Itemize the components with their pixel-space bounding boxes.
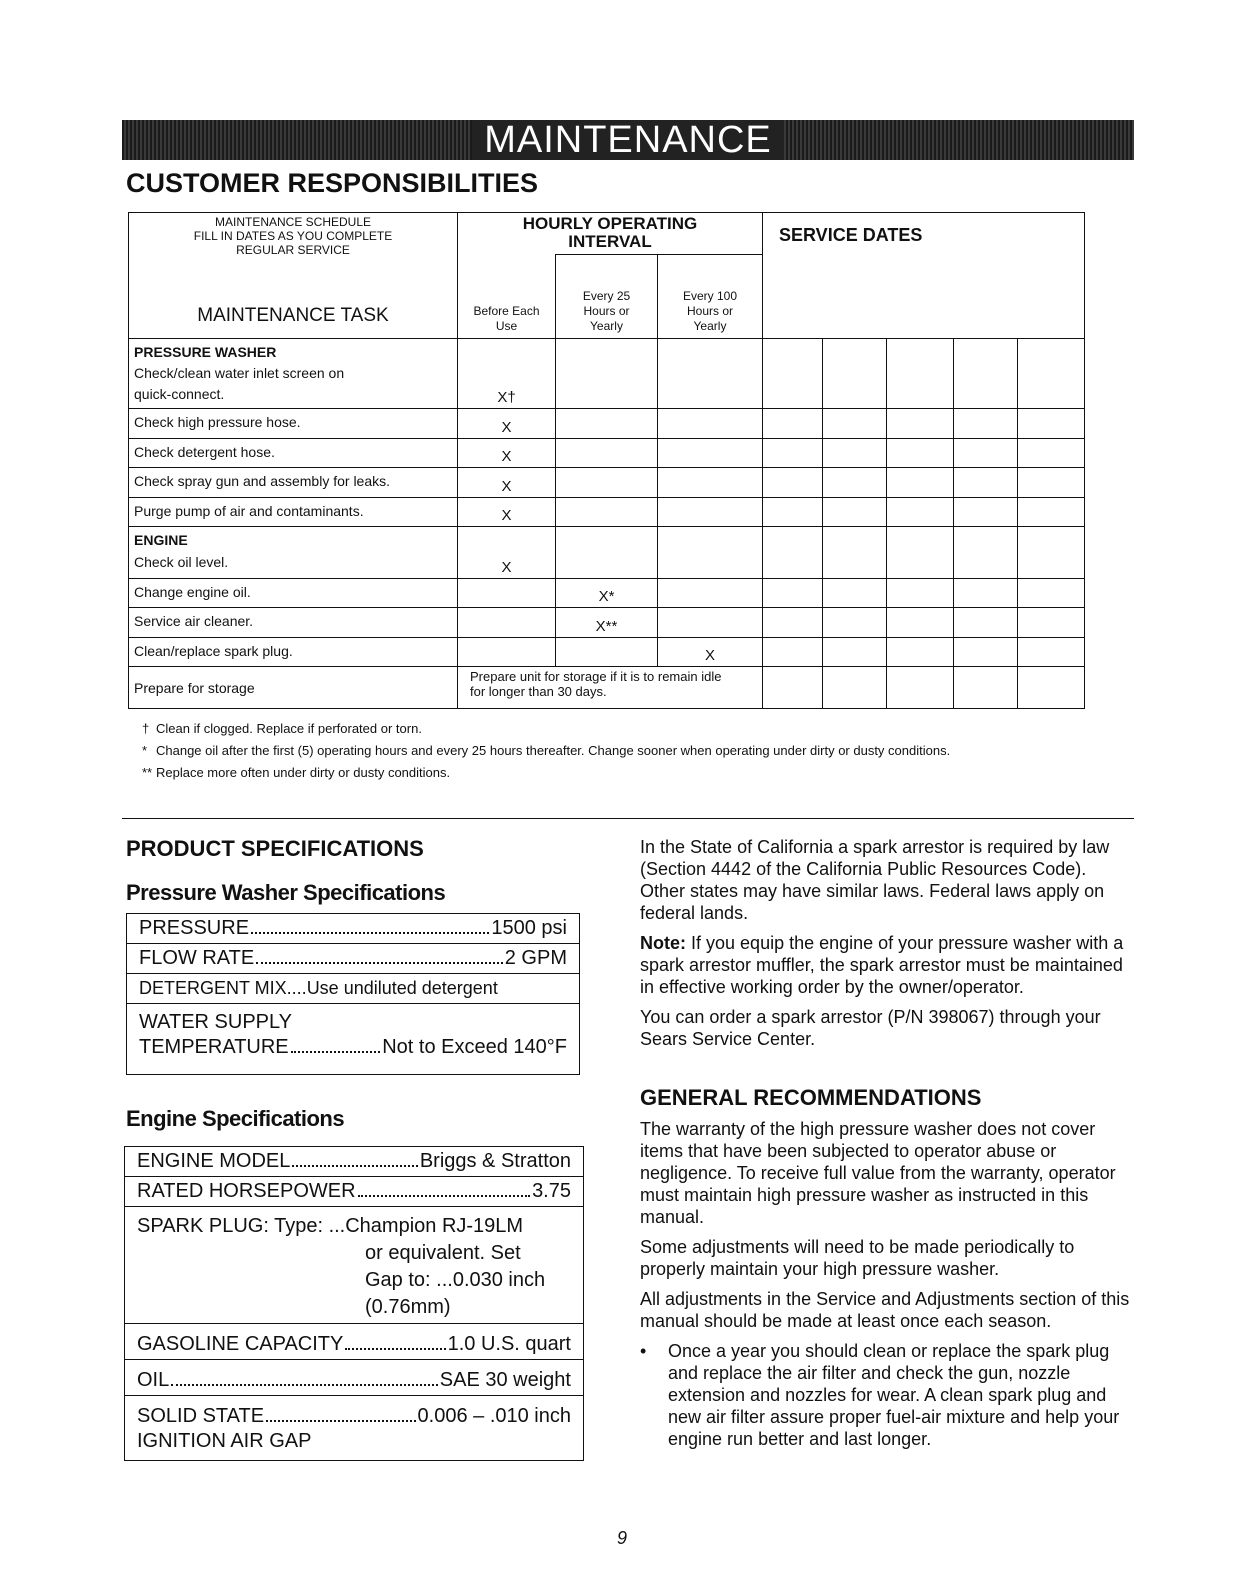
table-row (129, 468, 1085, 498)
date-cell (763, 667, 823, 709)
banner-title: MAINTENANCE (472, 120, 784, 160)
mark-cell: X (658, 638, 763, 667)
date-cell (887, 579, 954, 608)
col-before-line: Before Each (473, 304, 540, 318)
date-cell (1018, 439, 1085, 468)
date-cell (763, 498, 823, 527)
service-dates-header: SERVICE DATES (763, 213, 1085, 339)
leader-dots (292, 1165, 417, 1167)
date-cell (954, 638, 1018, 667)
date-cell (763, 579, 823, 608)
empty-cell (658, 439, 763, 468)
hourly-header-line2: INTERVAL (568, 232, 652, 251)
customer-responsibilities-heading: CUSTOMER RESPONSIBILITIES (126, 168, 539, 198)
mark-cell: X (458, 527, 556, 579)
leader-dots (266, 1420, 415, 1422)
table-row (129, 667, 1085, 709)
date-cell (763, 527, 823, 579)
spec-label: SOLID STATE (137, 1405, 265, 1427)
spec-value: 3.75 (532, 1180, 571, 1202)
spec-row-engine-model (125, 1147, 583, 1177)
date-cell (763, 339, 823, 409)
date-cell (763, 409, 823, 439)
note-text: If you equip the engine of your pressure washer with a spark arrestor muffler, the spark arrestor must be maintained in effective working order by the owner/operator. (640, 933, 1124, 997)
task-label: Check high pressure hose. (129, 409, 458, 439)
maintenance-banner (122, 120, 1134, 160)
empty-cell (556, 638, 658, 667)
date-cell (887, 608, 954, 638)
empty-cell (556, 527, 658, 579)
table-row (129, 339, 1085, 409)
date-cell (1018, 409, 1085, 439)
date-cell (763, 439, 823, 468)
empty-cell (658, 498, 763, 527)
date-cell (1018, 579, 1085, 608)
general-recommendations-heading: GENERAL RECOMMENDATIONS (640, 1085, 982, 1110)
date-cell (823, 439, 887, 468)
date-cell (1018, 638, 1085, 667)
col-25-line: Hours or (583, 304, 630, 318)
task-label: Check oil level. (134, 554, 229, 570)
date-cell (954, 439, 1018, 468)
spec-label: OIL (137, 1369, 170, 1391)
spec-row-gasoline (125, 1324, 583, 1360)
task-label: Check detergent hose. (129, 439, 458, 468)
footnote (142, 718, 1082, 740)
col-before-each-use (458, 255, 556, 339)
date-cell (954, 409, 1018, 439)
task-label: Check/clean water inlet screen on quick-connect. (134, 365, 345, 402)
task-label: Change engine oil. (129, 579, 458, 608)
date-cell (887, 498, 954, 527)
date-cell (887, 439, 954, 468)
spec-row-detergent (127, 974, 579, 1004)
col-100-line: Every 100 (682, 289, 738, 303)
date-cell (954, 579, 1018, 608)
date-cell (887, 339, 954, 409)
spec-label: DETERGENT MIX.... (139, 978, 307, 998)
spec-value: 2 GPM (504, 947, 567, 969)
empty-cell (658, 409, 763, 439)
date-cell (954, 608, 1018, 638)
date-cell (823, 468, 887, 498)
date-cell (1018, 498, 1085, 527)
footnote-text: Replace more often under dirty or dusty conditions. (156, 765, 451, 780)
spec-row-water-supply (127, 1004, 579, 1074)
empty-cell (658, 579, 763, 608)
hourly-header-line1: HOURLY OPERATING (522, 214, 698, 233)
date-cell (954, 527, 1018, 579)
schedule-header-line: MAINTENANCE SCHEDULE (214, 215, 372, 229)
date-cell (1018, 667, 1085, 709)
table-row (129, 498, 1085, 527)
spec-label: FLOW RATE (139, 947, 255, 969)
spec-value: SAE 30 weight (439, 1369, 571, 1391)
spec-value: Not to Exceed 140°F (382, 1036, 567, 1058)
table-row (129, 579, 1085, 608)
empty-cell (458, 638, 556, 667)
leader-dots (358, 1195, 531, 1197)
spec-value: 0.006 – .010 inch (417, 1405, 571, 1427)
date-cell (887, 527, 954, 579)
leader-dots (345, 1348, 445, 1350)
footnote-symbol: * (142, 743, 148, 758)
california-paragraph: In the State of California a spark arrestor is required by law (Section 4442 of the California Public Resources Code). Other states may have similar laws. Federal laws apply on federal lands. (640, 837, 1110, 923)
mark-cell: X (458, 468, 556, 498)
date-cell (1018, 339, 1085, 409)
date-cell (1018, 468, 1085, 498)
general-paragraph: Some adjustments will need to be made periodically to properly maintain your high pressure washer. (640, 1237, 1075, 1279)
maintenance-schedule-table (128, 212, 1085, 709)
section-divider (122, 818, 1134, 819)
general-paragraph: The warranty of the high pressure washer does not cover items that have been subjected to operator abuse or negligence. To receive full value from the warranty, operator must maintain high pressure washer as instructed in this manual. (640, 1119, 1116, 1227)
date-cell (1018, 608, 1085, 638)
empty-cell (658, 468, 763, 498)
leader-dots (256, 962, 503, 964)
footnotes (142, 718, 1082, 784)
schedule-header-line: REGULAR SERVICE (236, 243, 350, 257)
col-25-line: Yearly (590, 319, 623, 333)
footnote (142, 762, 1082, 784)
product-specifications-heading: PRODUCT SPECIFICATIONS (126, 836, 424, 861)
empty-cell (556, 339, 658, 409)
task-label: Clean/replace spark plug. (129, 638, 458, 667)
date-cell (954, 667, 1018, 709)
date-cell (954, 498, 1018, 527)
order-paragraph: You can order a spark arrestor (P/N 398067) through your Sears Service Center. (640, 1007, 1101, 1049)
pressure-washer-specs-box (126, 913, 580, 1075)
group-label-engine: ENGINE (134, 532, 188, 548)
spec-label: IGNITION AIR GAP (137, 1430, 312, 1452)
engine-specs-heading: Engine Specifications (126, 1106, 345, 1131)
date-cell (887, 409, 954, 439)
spec-label: GASOLINE CAPACITY (137, 1333, 344, 1355)
footnote-symbol: † (142, 721, 150, 736)
spec-value: Champion RJ-19LM (345, 1215, 524, 1237)
spec-label: TEMPERATURE (139, 1036, 289, 1058)
task-label: Service air cleaner. (129, 608, 458, 638)
spec-value-line: (0.76mm) (365, 1296, 451, 1318)
spark-arrestor-column (640, 836, 1132, 1058)
date-cell (954, 468, 1018, 498)
date-cell (887, 667, 954, 709)
footnote-text: Change oil after the first (5) operating hours and every 25 hours thereafter. Change sooner when operating under dirty or dusty conditions. (156, 743, 951, 758)
spec-label: RATED HORSEPOWER (137, 1180, 356, 1202)
empty-cell (556, 409, 658, 439)
spec-row-flow-rate (127, 944, 579, 974)
footnote-symbol: ** (142, 765, 153, 780)
col-every-25 (556, 255, 658, 339)
empty-cell (658, 527, 763, 579)
table-row (129, 638, 1085, 667)
note-paragraph (640, 932, 1132, 998)
spec-row-ignition-gap (125, 1396, 583, 1460)
bullet-icon: • (640, 1341, 647, 1361)
date-cell (763, 608, 823, 638)
date-cell (823, 608, 887, 638)
maintenance-task-header: MAINTENANCE TASK (197, 305, 389, 326)
mark-cell: X (458, 498, 556, 527)
date-cell (823, 638, 887, 667)
task-cell (129, 339, 458, 409)
task-label: Check spray gun and assembly for leaks. (129, 468, 458, 498)
spec-value: Use undiluted detergent (306, 978, 498, 998)
date-cell (887, 468, 954, 498)
empty-cell (658, 339, 763, 409)
date-cell (823, 498, 887, 527)
hourly-interval-header (458, 213, 763, 255)
date-cell (823, 527, 887, 579)
general-paragraph: All adjustments in the Service and Adjustments section of this manual should be made at least once each season. (640, 1289, 1130, 1331)
spec-label: WATER SUPPLY (139, 1011, 292, 1033)
mark-cell: X** (556, 608, 658, 638)
storage-note: Prepare unit for storage if it is to remain idle for longer than 30 days. (458, 667, 763, 709)
table-row (129, 527, 1085, 579)
col-before-line: Use (495, 319, 518, 333)
page-number: 9 (616, 1528, 627, 1548)
footnote-text: Clean if clogged. Replace if perforated or torn. (156, 721, 422, 736)
spec-value-line: Gap to: ...0.030 inch (365, 1269, 546, 1291)
table-row (129, 409, 1085, 439)
leader-dots (251, 932, 489, 934)
spec-value: Briggs & Stratton (419, 1150, 571, 1172)
spec-row-oil (125, 1360, 583, 1396)
empty-cell (458, 579, 556, 608)
schedule-header-cell (129, 213, 458, 339)
note-label: Note: (640, 933, 686, 953)
leader-dots (291, 1051, 381, 1053)
col-100-line: Hours or (686, 304, 733, 318)
mark-cell: X (458, 439, 556, 468)
spec-label: ENGINE MODEL (137, 1150, 291, 1172)
table-row (129, 608, 1085, 638)
spec-label: PRESSURE (139, 917, 250, 939)
date-cell (823, 339, 887, 409)
bullet-item (640, 1340, 1132, 1450)
spec-row-pressure (127, 914, 579, 944)
empty-cell (556, 439, 658, 468)
empty-cell (458, 608, 556, 638)
spec-row-spark-plug (125, 1207, 583, 1324)
col-every-100 (658, 255, 763, 339)
task-cell (129, 527, 458, 579)
engine-specs-box (124, 1146, 584, 1461)
date-cell (823, 667, 887, 709)
mark-cell: X* (556, 579, 658, 608)
col-25-line: Every 25 (582, 289, 631, 303)
spec-value: 1500 psi (491, 917, 567, 939)
empty-cell (658, 608, 763, 638)
pressure-washer-specs-heading: Pressure Washer Specifications (126, 880, 446, 905)
bullet-text: Once a year you should clean or replace the spark plug and replace the air filter and check the gun, nozzle extension and nozzles for wear. A clean spark plug and new air filter assure proper fuel-air mixture and help your engine run better and last longer. (668, 1341, 1120, 1449)
footnote (142, 740, 1082, 762)
date-cell (823, 579, 887, 608)
task-label: Prepare for storage (129, 667, 458, 709)
group-label-pressure-washer: PRESSURE WASHER (134, 344, 277, 360)
spec-value-line: or equivalent. Set (365, 1242, 521, 1264)
spec-value: 1.0 U.S. quart (447, 1333, 571, 1355)
date-cell (823, 409, 887, 439)
general-recommendations-column (640, 1118, 1132, 1450)
date-cell (1018, 527, 1085, 579)
table-row (129, 439, 1085, 468)
spec-label: SPARK PLUG: Type: ... (137, 1215, 346, 1237)
mark-cell: X (458, 409, 556, 439)
date-cell (887, 638, 954, 667)
date-cell (763, 468, 823, 498)
col-100-line: Yearly (693, 319, 727, 333)
empty-cell (556, 468, 658, 498)
empty-cell (556, 498, 658, 527)
spec-row-horsepower (125, 1177, 583, 1207)
date-cell (763, 638, 823, 667)
task-label: Purge pump of air and contaminants. (129, 498, 458, 527)
schedule-header-line: FILL IN DATES AS YOU COMPLETE (193, 229, 393, 243)
mark-cell: X† (458, 339, 556, 409)
date-cell (954, 339, 1018, 409)
leader-dots (171, 1384, 438, 1386)
